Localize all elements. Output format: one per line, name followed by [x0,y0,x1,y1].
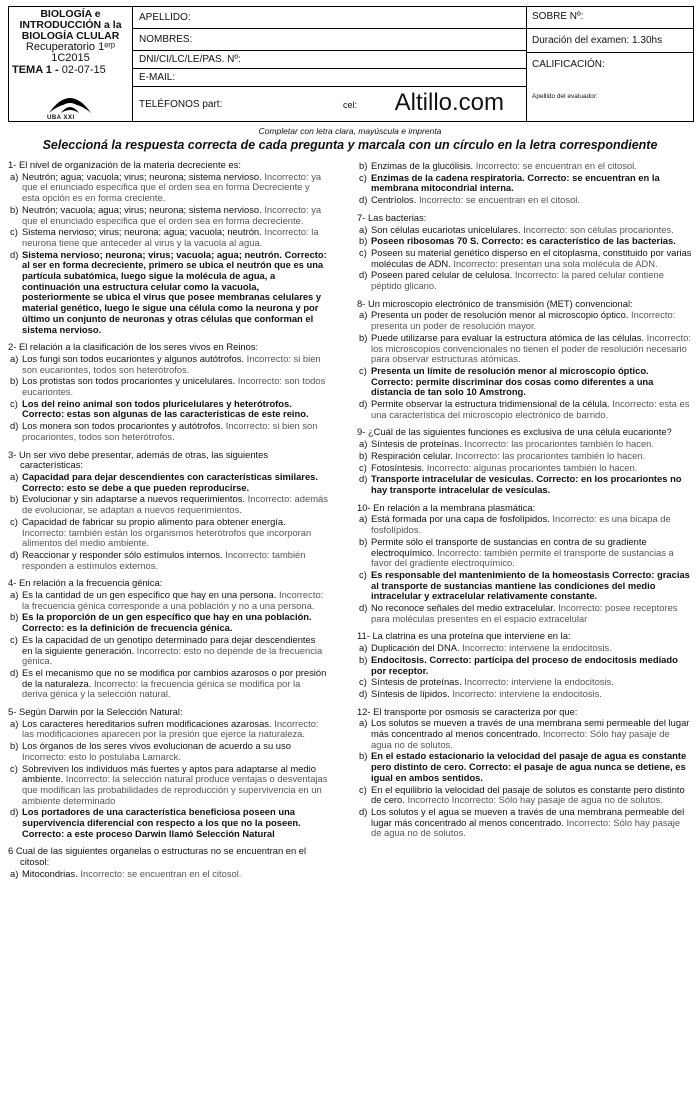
question [8,846,328,879]
fill-note: Completar con letra clara, mayúscula e imprenta [258,126,442,136]
option-letter[interactable]: b) [10,611,19,623]
option-letter[interactable]: a) [359,309,368,321]
instructions: Seleccioná la respuesta correcta de cada pregunta y marcala con un círculo en la letra correspondiente [42,138,658,152]
option-body [22,550,328,571]
option-letter[interactable]: d) [359,602,368,614]
option-body [22,741,328,762]
question [8,578,328,700]
option-feedback: Correcto: es la definición de frecuencia génica. [22,622,233,634]
option-letter[interactable]: a) [10,470,19,482]
watermark: Altillo.com [394,89,504,116]
option-letter[interactable]: c) [10,226,18,238]
exam-name: Recuperatorio 1ᵉʳᵖ [25,41,116,53]
question [357,299,693,421]
option-body [22,376,328,397]
answer-option[interactable] [8,764,328,807]
option-body [22,590,328,611]
option-body [22,635,328,667]
option-text: Es la proporción de un gen específico que hay en una población. [22,611,312,623]
answer-option[interactable] [357,514,693,535]
duracion-label: Duración del examen: 1.30hs [527,29,693,53]
option-letter[interactable]: d) [359,687,368,699]
telefonos-field[interactable]: TELÉFONOS part: [139,98,223,110]
question [8,160,328,335]
option-body [371,570,693,602]
option-body [371,514,693,535]
option-text: Transporte intracelular de vesículas. [371,473,534,485]
option-letter[interactable]: c) [359,568,367,580]
option-body [371,236,693,247]
exam-meta [527,7,693,121]
option-body [22,612,328,633]
answer-option[interactable] [8,399,328,420]
option-body [371,225,693,236]
option-letter[interactable]: d) [359,473,368,485]
option-feedback: Incorrecto: la selección natural produce ventajas o desventajas que modifican las probabilidades de reproducción y supervivencia en un ambiente determinado [22,773,328,806]
option-feedback: Correcto: se encuentran en la membrana mitocondrial interna. [371,171,660,194]
answer-option[interactable] [8,376,328,397]
option-body [371,785,693,806]
question [357,161,693,206]
option-letter[interactable]: b) [359,449,368,461]
option-feedback: Incorrecto: se encuentran en el citosol. [80,867,242,879]
option-text: Presenta un límite de resolución menor al microscopio óptico. [371,364,649,376]
option-text: Es la capacidad de un genotipo determinado para dejar descendientes en la siguiente generación. [22,633,316,656]
option-feedback: Incorrecto: esto lo postulaba Lamarck. [22,750,181,762]
option-text: Respiración celular. [371,449,453,461]
option-letter[interactable]: c) [359,783,367,795]
answer-option[interactable] [8,494,328,515]
option-feedback: Incorrecto: son células procariontes. [523,223,674,235]
course-name-line1: BIOLOGÍA e [40,8,101,20]
option-body [371,195,693,206]
course-name-line3: BIOLOGÍA CLULAR [21,30,120,42]
option-text: Sobreviven los individuos más fuertes y aptos para adaptarse al medio ambiente. [22,762,316,785]
option-text: Presenta un poder de resolución menor al microscopio óptico. [371,309,629,321]
option-letter[interactable]: c) [359,364,367,376]
answer-option[interactable] [357,161,693,172]
option-feedback: Incorrecto: es una bicapa de fosfolípidos. [371,513,671,536]
option-body [22,250,328,336]
option-letter[interactable]: b) [359,235,368,247]
answer-option[interactable] [8,807,328,839]
option-text: Duplicación del DNA. [371,642,460,654]
option-letter[interactable]: c) [359,246,367,258]
option-letter[interactable]: b) [359,535,368,547]
option-text: Los monera son todos procariontes y autótrofos. [22,420,224,432]
option-feedback: Incorrecto: se encuentran en el citosol. [475,160,637,171]
option-feedback: Incorrecto: Sólo hay pasaje de agua no de solutos. [371,728,670,750]
option-feedback: Incorrecto: interviene la endocitosis. [462,642,612,654]
option-letter[interactable]: b) [359,653,368,665]
option-letter[interactable]: a) [359,717,368,729]
option-feedback: Incorrecto: también responden a estímulos externos. [22,548,306,571]
answer-option[interactable] [357,399,693,420]
answer-option[interactable] [357,807,693,839]
option-feedback: Incorrecto: también permite el transporte de sustancias a favor del gradiente electroquímico. [371,546,674,569]
option-feedback: Incorrecto: esto no depende de la frecuencia génica. [22,644,323,667]
answer-option[interactable] [8,741,328,762]
option-letter[interactable]: c) [359,461,367,473]
option-letter[interactable]: c) [10,397,18,409]
option-feedback: Incorrecto: interviene la endocitosis. [464,676,614,688]
option-text: Poseen ribosomas 70 S. [371,235,479,247]
option-feedback: Incorrecto: la frecuencia génica se modifica por la deriva génica y la selección natural. [22,677,301,700]
option-letter[interactable]: c) [359,676,367,688]
option-text: Los solutos y el agua se mueven a través de una membrana permeable del lugar más concentrado al menos concentrado. [371,805,685,828]
answer-option[interactable] [357,785,693,806]
option-text: Los protistas son todos procariontes y unicelulares. [22,375,236,387]
answer-option[interactable] [357,439,693,450]
option-feedback: Incorrecto: también están los organismos heterótrofos que incorporan alimentos del medio ambiente. [22,526,312,549]
option-letter[interactable]: b) [10,203,19,215]
option-feedback: Correcto: el pasaje de agua nunca se detiene, es igual en ambos sentidos. [371,761,686,783]
tema-date: 02-07-15 [61,64,106,76]
option-feedback: Correcto: en los procariontes no hay transporte intracelular de vesículas. [371,473,682,495]
answer-option[interactable] [8,421,328,442]
option-feedback: Incorrecto: además de evolucionar, se adaptan a nuevos requerimientos. [22,493,328,516]
option-body [371,463,693,474]
answer-option[interactable] [357,655,693,676]
option-text: Síntesis de proteínas. [371,676,462,688]
apellido-field[interactable]: APELLIDO: [133,7,526,29]
option-text: Los fungi son todos eucariontes y algunos autótrofos. [22,352,245,364]
option-body [22,764,328,807]
option-text: Son células eucariotas unicelulares. [371,223,521,235]
option-text: Es la cantidad de un gen específico que hay en una persona. [22,589,277,601]
option-letter[interactable]: a) [359,513,368,525]
option-body [22,399,328,420]
option-body [371,439,693,450]
option-text: Síntesis de lípidos. [371,687,450,699]
option-body [22,354,328,375]
option-letter[interactable]: b) [10,493,19,505]
question-text: 1- El nivel de organización de la materia decreciente es: [8,159,241,170]
option-text: Mitocondrias. [22,867,78,879]
answer-option[interactable] [8,172,328,204]
question-text: 12- El transporte por osmosis se caracteriza por que: [357,705,578,717]
option-feedback: Incorrecto: las procariontes también lo hacen. [455,449,646,461]
question [8,450,328,572]
option-text: Sistema nervioso; virus; neurona; agua; vacuola; neutrón. [22,226,262,238]
option-text: Capacidad para dejar descendientes con características similares. [22,470,318,482]
option-text: Los caracteres hereditarios sufren modificaciones azarosas. [22,717,272,729]
answer-option[interactable] [357,270,693,291]
option-feedback: Incorrecto: la neurona tiene que anteceder al virus y la vacuola al agua. [22,226,319,248]
option-letter[interactable]: b) [359,160,368,171]
nombres-field[interactable]: NOMBRES: [133,29,526,51]
option-letter[interactable]: d) [359,805,368,817]
question-text: 6 Cual de las siguientes organelas o estructuras no se encuentran en el citosol: [8,845,307,868]
option-text: Permite observar la estructura tridimensional de la célula. [371,398,610,410]
option-body [371,173,693,194]
option-letter[interactable]: d) [10,806,19,818]
option-letter[interactable]: d) [359,194,368,206]
question-text: 9- ¿Cuál de las siguientes funciones es exclusiva de una célula eucarionte? [357,426,672,438]
option-text: Permite sólo el transporte de sustancias en contra de su gradiente electroquímico. [371,535,647,558]
option-body [371,603,693,624]
option-body [22,869,328,880]
option-text: Está formada por una capa de fosfolípidos. [371,513,550,525]
option-letter[interactable]: c) [10,762,18,774]
question-text: 8- Un microscopio electrónico de transmisión (MET) convencional: [357,297,633,309]
option-feedback: Incorrecto: presentan una sola molécula de ADN. [453,257,658,269]
option-letter[interactable]: a) [359,223,368,235]
answer-option[interactable] [8,227,328,248]
answer-option[interactable] [357,248,693,269]
option-letter[interactable]: a) [10,589,19,601]
option-body [22,807,328,839]
question [8,707,328,839]
option-text: Evolucionar y sin adaptarse a nuevos requerimientos. [22,493,246,505]
option-feedback: Incorrecto: son todos eucariontes. [22,375,326,398]
option-letter[interactable]: c) [359,171,367,183]
option-feedback: Incorrecto: si bien son eucariontes, todos son heterótrofos. [22,352,321,375]
question-text: 7- Las bacterias: [357,211,427,223]
option-body [371,270,693,291]
student-fields [133,7,527,121]
option-body [22,517,328,549]
option-body [371,677,693,688]
tema-line [9,65,132,76]
question-text: 4- En relación a la frecuencia génica: [8,577,163,589]
option-body [371,537,693,569]
option-feedback: Incorrecto Incorrecto: Sólo hay pasaje de agua no de solutos. [407,794,663,806]
question-text: 2- El relación a la clasificación de los seres vivos en Reinos: [8,341,259,353]
option-body [371,451,693,462]
question-text: 10- En relación a la membrana plasmática: [357,501,536,513]
answer-option[interactable] [357,677,693,688]
option-body [371,161,693,172]
option-feedback: Correcto: gracias al transporte de sustancias mantiene las condiciones del medio intracelular y extracelular relativamente constante. [371,568,690,602]
option-text: Los del reino animal son todos pluricelulares y heterótrofos. [22,397,292,409]
answer-option[interactable] [357,537,693,569]
option-feedback: Incorrecto: ya que el enunciado especifica que el orden sea en forma Decreciente y esta opción es en forma creciente. [22,170,322,204]
answer-option[interactable] [8,472,328,493]
option-body [371,751,693,783]
option-body [371,310,693,331]
option-body [371,399,693,420]
questions-left-column [8,160,328,887]
course-name-line2: INTRODUCCIÓN a la [19,19,122,31]
option-text: Reaccionar y responder sólo estímulos internos. [22,548,223,560]
exam-header [8,6,694,122]
option-letter[interactable]: d) [10,248,19,260]
answer-option[interactable] [8,550,328,571]
option-feedback: Correcto: al ser en forma decreciente, primero se ubica el neutrón que es una partícula subatómica, luego sigue la molécula de agua, a continuación una estructura celular como la vacuola, posteriormente se ubica el virus que posee membranas celulares y material genético, luego le sigue una célula como la neurona y por último un conjunto de neuronas y otras células que conforman el sistema nervioso. [22,248,327,335]
question [357,631,693,699]
answer-option[interactable] [8,205,328,226]
answer-option[interactable] [8,590,328,611]
email-field[interactable]: E-MAIL: [133,69,526,87]
answer-option[interactable] [357,195,693,206]
question [357,707,693,839]
option-body [371,807,693,839]
question-text: 3- Un ser vivo debe presentar, además de otras, las siguientes características: [8,448,269,471]
option-text: Sistema nervioso; neurona; virus; vacuola; agua; neutrón. [22,248,282,260]
answer-option[interactable] [357,718,693,750]
option-letter[interactable]: d) [10,666,19,678]
option-feedback: Incorrecto: se encuentran en el citosol. [418,194,580,206]
option-text: Es responsable del mantenimiento de la homeostasis [371,568,610,580]
option-body [371,333,693,365]
question-text: 11- La clatrina es una proteína que interviene en la: [357,630,571,642]
option-feedback: Correcto: a este proceso Darwin llamó Selección Natural [22,827,275,839]
exam-code: 1C2015 [51,52,90,64]
option-feedback: Incorrecto: las modificaciones aparecen por la presión que ejerce la naturaleza. [22,717,319,740]
option-feedback: Correcto: participa del proceso de endocitosis mediado por receptor. [371,653,678,676]
option-body [22,421,328,442]
option-feedback: Correcto: es característico de las bacterias. [481,235,676,247]
answer-option[interactable] [8,250,328,336]
option-body [22,668,328,700]
option-body [371,718,693,750]
answer-option[interactable] [8,612,328,633]
option-feedback: Correcto: esto se debe a que pueden reproducirse. [22,481,250,493]
answer-option[interactable] [357,570,693,602]
option-letter[interactable]: b) [359,750,368,762]
option-letter[interactable]: c) [10,633,18,645]
option-text: Enzimas de la glucólisis. [371,160,474,171]
option-letter[interactable]: a) [10,867,19,879]
answer-option[interactable] [8,635,328,667]
calificacion-field[interactable]: CALIFICACIÓN: [532,59,605,70]
option-letter[interactable]: b) [10,375,19,387]
answer-option[interactable] [357,366,693,398]
option-text: Es el mecanismo que no se modifica por cambios azarosos o por presión de la naturaleza. [22,666,327,689]
option-text: Puede utilizarse para evaluar la estructura atómica de las células. [371,331,645,343]
answer-option[interactable] [8,354,328,375]
option-letter[interactable]: a) [10,170,19,182]
option-feedback: Incorrecto: los microscopios convencionales no tienen el poder de resolución necesario para observar estructuras atómicas. [371,331,691,365]
option-letter[interactable]: a) [359,642,368,654]
option-text: Capacidad de fabricar su propio alimento para obtener energía. [22,515,286,527]
option-feedback: Incorrecto: la pared celular contiene péptido glicano. [371,269,664,292]
question [8,342,328,442]
option-feedback: Incorrecto: esta es una característica del microscopio electrónico de barrido. [371,398,690,420]
sobre-field[interactable]: SOBRE Nº: [527,7,693,29]
option-body [22,205,328,226]
option-feedback: Incorrecto: la frecuencia génica corresponde a una población y no a una persona. [22,589,324,611]
option-body [22,719,328,740]
option-text: Enzimas de la cadena respiratoria. [371,171,525,183]
option-feedback: Incorrecto: interviene la endocitosis. [452,687,602,699]
option-body [22,494,328,515]
option-text: En el equilibrio la velocidad del pasaje de solutos es constante pero distinto de cero. [371,783,685,806]
option-text: No reconoce señales del medio extracelular. [371,602,556,614]
option-feedback: Incorrecto: las procariontes también lo hacen. [464,438,654,450]
option-letter[interactable]: a) [10,717,19,729]
logo-text: UBA XXI [47,115,75,121]
answer-option[interactable] [357,225,693,236]
option-text: Endocitosis. [371,653,427,665]
answer-option[interactable] [357,173,693,194]
tema-label: TEMA 1 - [12,64,59,76]
evaluador-field[interactable]: Apellido del evaluador: [532,93,598,100]
option-body [371,643,693,654]
option-letter[interactable]: d) [10,548,19,560]
option-feedback: Incorrecto: si bien son procariontes, todos son heterótrofos. [22,420,318,442]
option-feedback: Incorrecto: algunas procariontes también lo hacen. [426,461,638,473]
option-feedback: Incorrecto: ya que el enunciado especifica que el orden sea en forma decreciente. [22,203,322,226]
answer-option[interactable] [357,474,693,495]
option-text: Los portadores de una característica beneficiosa poseen una supervivencia diferencial con respecto a los que no la poseen. [22,806,301,829]
answer-option[interactable] [357,236,693,247]
option-text: Poseen su material genético disperso en el citoplasma, constituido por varias moléculas de ADN. [371,246,692,269]
option-body [371,689,693,700]
option-feedback: Correcto: permite discriminar dos cosas como diferentes a una distancia de tan solo 10 Amstrong. [371,375,654,398]
option-body [22,172,328,204]
answer-option[interactable] [357,310,693,331]
option-text: Fotosíntesis. [371,461,425,473]
question [357,503,693,625]
option-body [371,655,693,676]
question [357,213,693,292]
cel-label: cel: [343,100,358,110]
option-letter[interactable]: c) [10,515,18,527]
option-letter[interactable]: d) [10,420,19,432]
option-feedback: Incorrecto: presenta un poder de resolución mayor. [371,309,676,332]
option-text: Los órganos de los seres vivos evolucionan de acuerdo a su uso [22,740,291,752]
option-body [22,227,328,248]
questions-right-column [357,160,693,846]
answer-option[interactable] [357,603,693,624]
dni-field[interactable]: DNI/CI/LC/LE/PAS. Nº: [133,51,526,69]
answer-option[interactable] [357,751,693,783]
option-text: Neutrón; vacuola; agua; virus; neurona; sistema nervioso. [22,203,262,215]
option-text: Poseen pared celular de celulosa. [371,269,513,281]
option-text: Centríolos. [371,194,417,206]
option-body [371,474,693,495]
option-text: Síntesis de proteínas. [371,438,462,450]
answer-option[interactable] [357,451,693,462]
option-feedback: Incorrecto: posee receptores para moléculas presentes en el espacio extracelular [371,602,678,624]
question-text: 5- Según Darwin por la Selección Natural: [8,706,183,718]
answer-option[interactable] [357,643,693,654]
answer-option[interactable] [8,719,328,740]
option-text: Los solutos se mueven a través de una membrana semi permeable del lugar más concentrado al menos concentrado. [371,717,690,740]
answer-option[interactable] [8,668,328,700]
option-feedback: Incorrecto: Sólo hay pasaje de agua no de solutos. [371,816,681,839]
option-letter[interactable]: b) [10,740,19,752]
option-body [22,472,328,493]
option-letter[interactable]: a) [10,352,19,364]
option-body [371,248,693,269]
option-letter[interactable]: a) [359,438,368,450]
option-feedback: Correcto: estas son algunas de las características de este reino. [22,408,309,420]
option-body [371,366,693,398]
option-letter[interactable]: d) [359,398,368,410]
answer-option[interactable] [8,517,328,549]
option-text: Neutrón; agua; vacuola; virus; neurona; sistema nervioso. [22,170,262,182]
option-text: En el estado estacionario la velocidad del pasaje de agua es constante pero distinto de cero. [371,750,687,773]
option-letter[interactable]: b) [359,331,368,343]
answer-option[interactable] [357,333,693,365]
course-info [9,7,133,121]
answer-option[interactable] [8,869,328,880]
answer-option[interactable] [357,463,693,474]
option-letter[interactable]: d) [359,269,368,281]
answer-option[interactable] [357,689,693,700]
question [357,427,693,495]
